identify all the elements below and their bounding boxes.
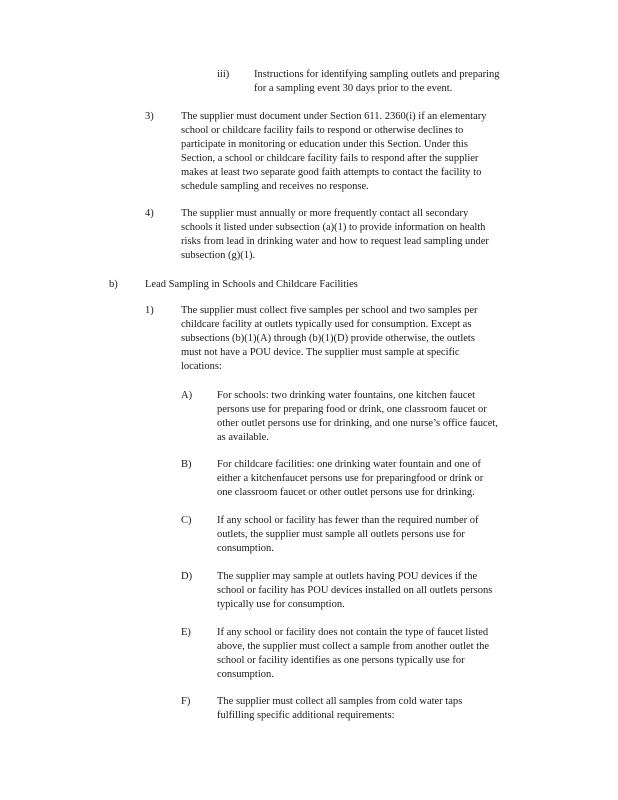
text-line: The supplier must collect all samples from cold water taps: [217, 696, 463, 707]
text-line: either a kitchenfaucet persons use for preparingfood or drink or: [217, 473, 484, 484]
text-line: makes at least two separate good faith attempts to contact the facility to: [181, 167, 482, 178]
text-line: one classroom faucet or other outlet persons use for drinking.: [217, 487, 475, 498]
item-bD-text: [217, 570, 529, 612]
text-line: The supplier must document under Section 611. 2360(i) if an elementary: [181, 111, 487, 122]
item-a3: [0, 110, 618, 196]
text-line: consumption.: [217, 669, 274, 680]
item-iii-text: [254, 68, 528, 96]
item-iii: [0, 68, 618, 98]
text-line: schools it listed under subsection (a)(1) to provide information on health: [181, 222, 486, 233]
text-line: The supplier must collect five samples per school and two samples per: [181, 305, 478, 316]
item-bD-label: D): [181, 571, 193, 582]
text-line: risks from lead in drinking water and how to request lead sampling under: [181, 236, 489, 247]
text-line: Section, a school or childcare facility fails to respond after the supplier: [181, 153, 479, 164]
text-line: childcare facility at outlets typically used for consumption. Except as: [181, 319, 472, 330]
item-bA-text: [217, 389, 535, 445]
text-line: school or facility has POU devices installed on all outlets persons: [217, 585, 493, 596]
item-b1-label: 1): [145, 305, 154, 316]
text-line: outlets, the supplier must sample all outlets persons use for: [217, 529, 465, 540]
item-bB-label: B): [181, 459, 192, 470]
text-line: If any school or facility has fewer than the required number of: [217, 515, 479, 526]
text-line: consumption.: [217, 543, 274, 554]
section-b-heading: Lead Sampling in Schools and Childcare Facilities: [145, 279, 358, 290]
item-bE-label: E): [181, 627, 191, 638]
item-bD: [0, 570, 618, 614]
text-line: participate in monitoring or education under this Section. Under this: [181, 139, 468, 150]
item-a3-label: 3): [145, 111, 154, 122]
item-a4-text: [181, 207, 531, 263]
item-bC-text: [217, 514, 519, 556]
item-b1-text: [181, 304, 527, 374]
item-bF: [0, 695, 618, 725]
text-line: subsection (g)(1).: [181, 250, 256, 261]
item-bE-text: [217, 626, 529, 682]
item-bC: [0, 514, 618, 558]
item-bA: [0, 389, 618, 447]
item-bB: [0, 458, 618, 502]
text-line: locations:: [181, 361, 222, 372]
item-bA-label: A): [181, 390, 193, 401]
item-iii-label: iii): [217, 69, 230, 80]
text-line: schedule sampling and receives no response.: [181, 181, 369, 192]
item-bE: [0, 626, 618, 684]
item-a4-label: 4): [145, 208, 154, 219]
text-line: subsections (b)(1)(A) through (b)(1)(D) provide otherwise, the outlets: [181, 333, 475, 344]
text-line: fulfilling specific additional requirements:: [217, 710, 395, 721]
item-bC-label: C): [181, 515, 192, 526]
item-a3-text: [181, 110, 527, 194]
text-line: must not have a POU device. The supplier must sample at specific: [181, 347, 460, 358]
text-line: The supplier may sample at outlets having POU devices if the: [217, 571, 478, 582]
item-b1: [0, 304, 618, 376]
text-line: above, the supplier must collect a sample from another outlet the: [217, 641, 490, 652]
text-line: Instructions for identifying sampling outlets and preparing: [254, 69, 500, 80]
item-a4: [0, 207, 618, 265]
text-line: typically use for consumption.: [217, 599, 345, 610]
text-line: For childcare facilities: one drinking water fountain and one of: [217, 459, 481, 470]
text-line: The supplier must annually or more frequently contact all secondary: [181, 208, 469, 219]
text-line: For schools: two drinking water fountains, one kitchen faucet: [217, 390, 476, 401]
item-bF-label: F): [181, 696, 191, 707]
section-b-label: b): [109, 279, 118, 290]
text-line: school or facility identifies as one persons typically use for: [217, 655, 465, 666]
text-line: persons use for preparing food or drink, one classroom faucet or: [217, 404, 487, 415]
text-line: for a sampling event 30 days prior to the event.: [254, 83, 453, 94]
text-line: If any school or facility does not contain the type of faucet listed: [217, 627, 489, 638]
item-bB-text: [217, 458, 527, 500]
text-line: as available.: [217, 432, 269, 443]
item-bF-text: [217, 695, 497, 723]
text-line: other outlet persons use for drinking, and one nurse’s office faucet,: [217, 418, 498, 429]
text-line: school or childcare facility fails to respond or otherwise declines to: [181, 125, 464, 136]
section-b: [0, 278, 618, 294]
